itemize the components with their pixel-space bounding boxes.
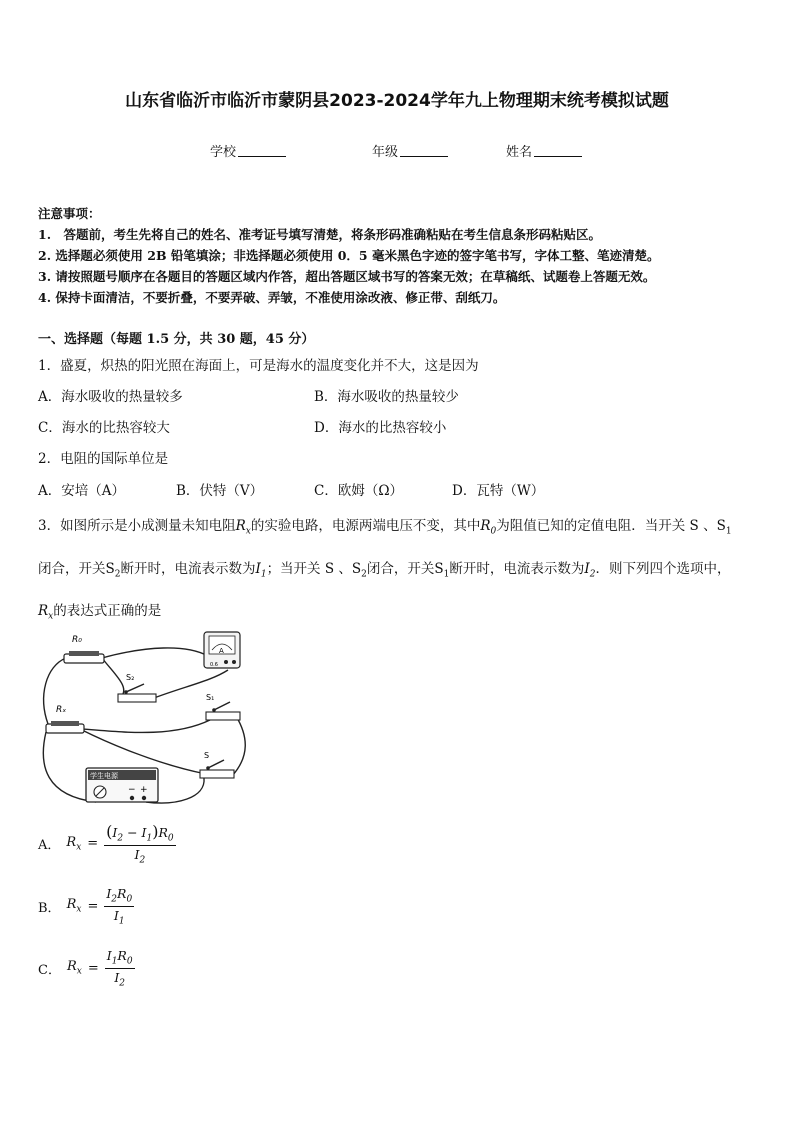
q1-option-d[interactable]: D．海水的比热容较小 (314, 420, 447, 436)
school-label: 学校 (210, 145, 237, 160)
switch-s (200, 751, 234, 778)
name-label: 姓名 (506, 145, 533, 160)
q1-option-a[interactable]: A．海水吸收的热量较多 (38, 389, 183, 405)
q3-option-b[interactable]: B． $R_x$ = $\frac{I_2R_0}{I_1}$ (38, 886, 133, 926)
minus-terminal: − (128, 785, 136, 795)
q2-option-b[interactable]: B．伏特（V） (176, 483, 264, 499)
q1-option-c[interactable]: C．海水的比热容较大 (38, 420, 170, 436)
question-2-stem: 2．电阻的国际单位是 (38, 451, 169, 467)
plus-terminal: + (140, 785, 148, 795)
q2-option-d[interactable]: D．瓦特（W） (452, 483, 545, 499)
ammeter-letter: A (219, 647, 224, 655)
switch-s1 (206, 693, 240, 720)
ammeter-scale: 0.6 (210, 662, 218, 668)
resistor-rx (46, 705, 84, 733)
power-supply-label: 学生电源 (90, 772, 118, 780)
notice-item: 2. 选择题必须使用 2B 铅笔填涂；非选择题必须使用 0．5 毫米黑色字迹的签字笔书写，字体工整、笔迹清楚。 (38, 248, 660, 263)
school-blank[interactable] (238, 144, 286, 157)
fraction: $\frac{I_2R_0}{I_1}$ (106, 886, 133, 926)
resistor-r0 (64, 635, 104, 663)
grade-blank[interactable] (400, 144, 448, 157)
s-label: S (204, 751, 210, 760)
circuit-diagram (36, 626, 256, 810)
s1-label: S₁ (206, 693, 215, 702)
name-blank[interactable] (534, 144, 582, 157)
r0-label: R₀ (72, 635, 82, 645)
question-1-stem: 1．盛夏，炽热的阳光照在海面上，可是海水的温度变化并不大，这是因为 (38, 358, 479, 374)
ammeter (204, 632, 240, 668)
q1-option-b[interactable]: B．海水吸收的热量较少 (314, 389, 459, 405)
q3-option-c[interactable]: C． $R_x$ = $\frac{I_1R_0}{I_2}$ (38, 948, 133, 988)
rx-label: Rₓ (56, 705, 67, 715)
school-field (210, 141, 286, 160)
fraction: $\frac{I_1R_0}{I_2}$ (106, 948, 133, 988)
notice-item: 1. 答题前，考生先将自己的姓名、准考证号填写清楚，将条形码准确粘贴在考生信息条形码粘贴区。 (38, 227, 602, 242)
grade-label: 年级 (372, 145, 399, 160)
q3-option-a[interactable]: A． $R_x$ = $\frac{(I_2 - I_1)R_0}{I_2}$ (38, 822, 174, 865)
s2-label: S₂ (126, 673, 135, 682)
notice-heading: 注意事项： (38, 206, 101, 221)
notice-item: 4. 保持卡面清洁，不要折叠，不要弄破、弄皱，不准使用涂改液、修正带、刮纸刀。 (38, 290, 506, 305)
question-3-line-1: 3．如图所示是小成测量未知电阻$R_x$的实验电路，电源两端电压不变，其中$R_0$为阻值已知的定值电阻．当开关 S 、$S_1$ (38, 518, 732, 537)
grade-field (372, 141, 448, 160)
notice-item: 3. 请按照题号顺序在各题目的答题区域内作答，超出答题区域书写的答案无效；在草稿纸、试题卷上答题无效。 (38, 269, 656, 284)
power-supply (86, 768, 158, 802)
question-3-line-3: $R_x$的表达式正确的是 (38, 603, 162, 622)
fraction: $\frac{(I_2 - I_1)R_0}{I_2}$ (106, 822, 174, 865)
q2-option-c[interactable]: C．欧姆（Ω） (314, 483, 404, 499)
name-field (506, 141, 582, 160)
question-3-line-2: 闭合，开关$S_2$断开时，电流表示数为$I_1$；当开关 S 、$S_2$闭合，开关$S_1$断开时，电流表示数为$I_2$．则下列四个选项中， (38, 561, 731, 580)
page-title: 山东省临沂市临沂市蒙阴县2023-2024学年九上物理期末统考模拟试题 (125, 91, 669, 111)
q2-option-a[interactable]: A．安培（A） (38, 483, 125, 499)
section-heading: 一、选择题（每题 1.5 分，共 30 题，45 分） (38, 332, 315, 347)
